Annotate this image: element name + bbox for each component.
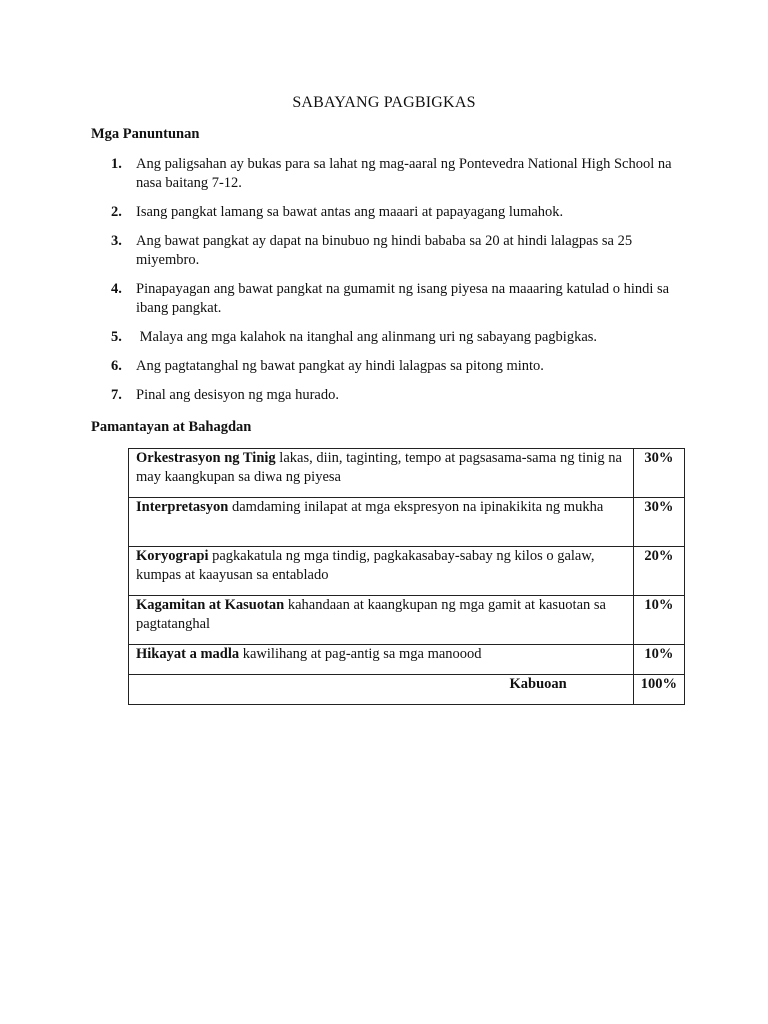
criterion-percent: 30% <box>633 498 684 547</box>
criterion-description: kawilihang at pag-antig sa mga manoood <box>239 646 482 662</box>
criterion-name: Kagamitan at Kasuotan <box>136 597 285 613</box>
table-row <box>129 449 685 498</box>
rule-text: Ang pagtatanghal ng bawat pangkat ay hindi lalagpas sa pitong minto. <box>136 358 544 374</box>
rules-list <box>91 155 691 415</box>
criteria-heading: Pamantayan at Bahagdan <box>91 419 252 435</box>
rules-heading: Mga Panuntunan <box>91 126 200 142</box>
list-item <box>91 328 691 347</box>
criterion-description: damdaming inilapat at mga ekspresyon na ipinakikita ng mukha <box>228 499 604 515</box>
rule-text: Pinapayagan ang bawat pangkat na gumamit ng isang piyesa na maaaring katulad o hindi sa ibang pangkat. <box>136 281 670 316</box>
rule-text: Malaya ang mga kalahok na itanghal ang alinmang uri ng sabayang pagbigkas. <box>136 329 598 345</box>
criterion-cell <box>129 449 634 498</box>
list-item <box>91 280 691 318</box>
list-item <box>91 203 691 222</box>
rule-text: Ang paligsahan ay bukas para sa lahat ng mag-aaral ng Pontevedra National High School na nasa baitang 7-12. <box>136 156 672 191</box>
criterion-name: Koryograpi <box>136 548 209 564</box>
rule-text: Pinal ang desisyon ng mga hurado. <box>136 387 339 403</box>
criterion-description: kahandaan at kaangkupan ng mga gamit at kasuotan sa pagtatanghal <box>136 597 606 632</box>
criterion-cell <box>129 547 634 596</box>
rule-number: 1. <box>111 156 122 172</box>
rule-number: 3. <box>111 233 122 249</box>
rule-number: 7. <box>111 387 122 403</box>
criterion-percent: 20% <box>633 547 684 596</box>
criterion-description: lakas, diin, taginting, tempo at pagsasama-sama ng tinig na may kaangkupan sa diwa ng piyesa <box>136 450 622 485</box>
criterion-percent: 10% <box>633 645 684 675</box>
table-row <box>129 547 685 596</box>
rule-text: Ang bawat pangkat ay dapat na binubuo ng hindi bababa sa 20 at hindi lalagpas sa 25 miyembro. <box>136 233 633 268</box>
rule-number: 6. <box>111 358 122 374</box>
table-row <box>129 645 685 675</box>
rule-number: 4. <box>111 281 122 297</box>
criterion-cell <box>129 596 634 645</box>
list-item <box>91 386 691 405</box>
criterion-name: Interpretasyon <box>136 499 229 515</box>
rule-text: Isang pangkat lamang sa bawat antas ang maaari at papayagang lumahok. <box>136 204 564 220</box>
list-item <box>91 357 691 376</box>
criterion-cell <box>129 498 634 547</box>
criterion-description: pagkakatula ng mga tindig, pagkakasabay-sabay ng kilos o galaw, kumpas at kaayusan sa entablado <box>136 548 595 583</box>
table-row <box>129 596 685 645</box>
list-item <box>91 155 691 193</box>
total-percent: 100% <box>633 675 684 705</box>
list-item <box>91 232 691 270</box>
document-title: SABAYANG PAGBIGKAS <box>292 94 476 111</box>
criterion-name: Orkestrasyon ng Tinig <box>136 450 276 466</box>
criterion-name: Hikayat a madla <box>136 646 240 662</box>
total-label: Kabuoan <box>129 675 634 705</box>
criterion-percent: 30% <box>633 449 684 498</box>
table-row-total <box>129 675 685 705</box>
criteria-table <box>128 448 685 705</box>
rule-number: 2. <box>111 204 122 220</box>
criterion-cell <box>129 645 634 675</box>
rule-number: 5. <box>111 329 122 345</box>
table-row <box>129 498 685 547</box>
criterion-percent: 10% <box>633 596 684 645</box>
